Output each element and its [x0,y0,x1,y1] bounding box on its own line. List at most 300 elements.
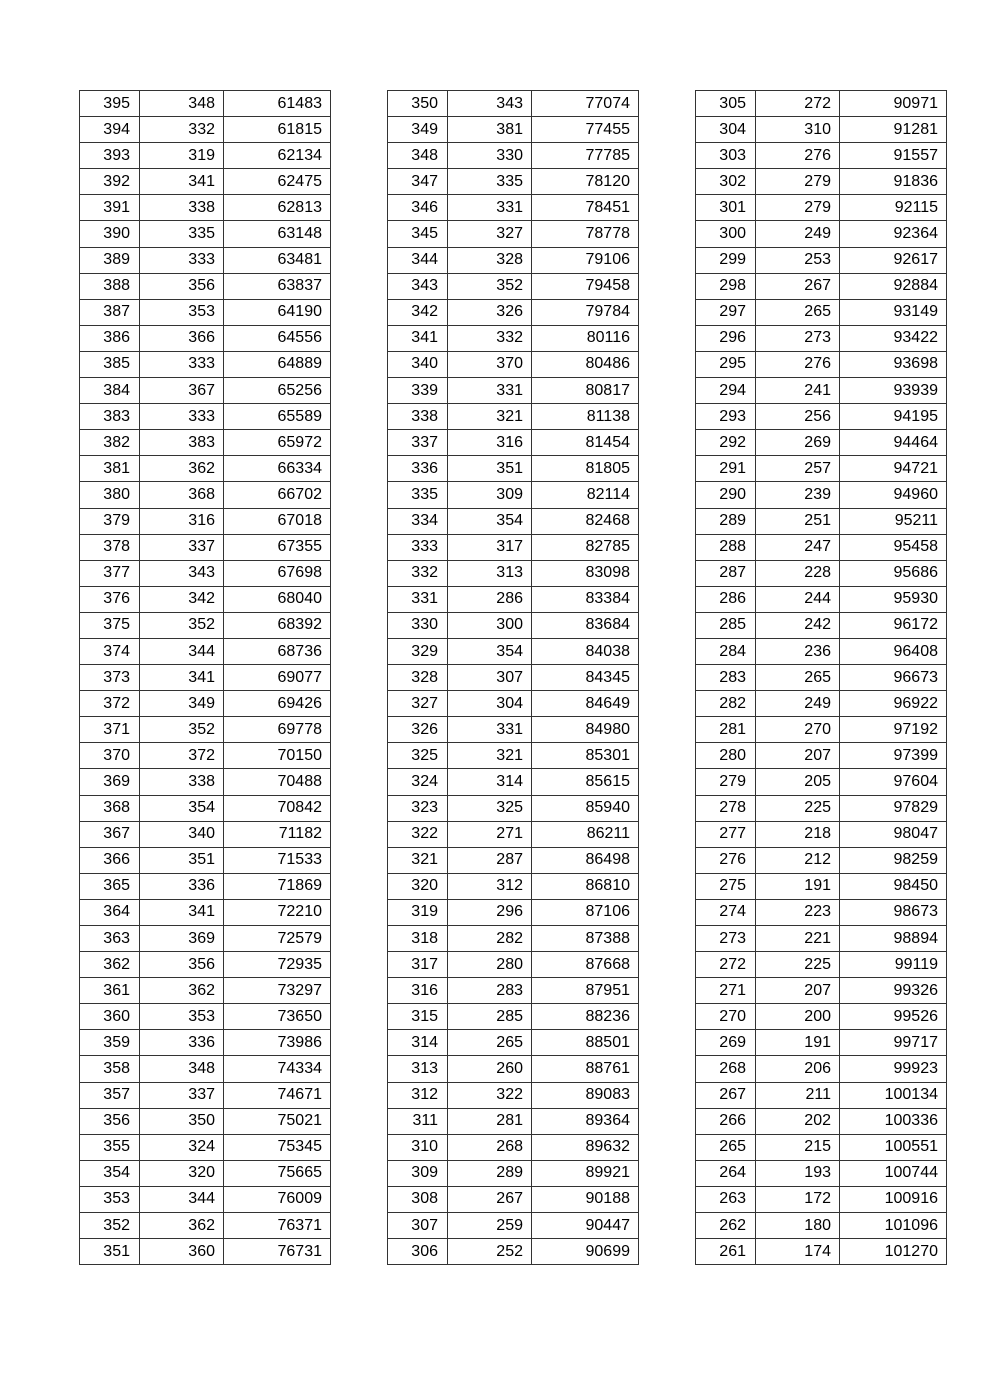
count-cell: 356 [140,273,224,299]
table-row [696,1239,947,1265]
score-cell: 289 [696,508,756,534]
table-row [80,560,331,586]
count-cell: 272 [756,91,840,117]
cumulative-cell: 68040 [224,586,331,612]
count-cell: 341 [140,169,224,195]
cumulative-cell: 83098 [532,560,639,586]
score-cell: 302 [696,169,756,195]
count-cell: 202 [756,1108,840,1134]
count-cell: 304 [448,691,532,717]
count-cell: 316 [140,508,224,534]
count-cell: 285 [448,1004,532,1030]
score-cell: 329 [388,638,448,664]
cumulative-cell: 81138 [532,404,639,430]
score-cell: 382 [80,430,140,456]
table-row [80,821,331,847]
count-cell: 242 [756,612,840,638]
table-row [388,299,639,325]
score-cell: 367 [80,821,140,847]
score-cell: 391 [80,195,140,221]
cumulative-cell: 90188 [532,1186,639,1212]
cumulative-cell: 63481 [224,247,331,273]
count-cell: 354 [448,508,532,534]
cumulative-cell: 89364 [532,1108,639,1134]
count-cell: 310 [756,117,840,143]
count-cell: 370 [448,351,532,377]
table-row [388,873,639,899]
count-cell: 352 [448,273,532,299]
score-cell: 287 [696,560,756,586]
table-row [80,117,331,143]
cumulative-cell: 75665 [224,1160,331,1186]
count-cell: 271 [448,821,532,847]
score-cell: 266 [696,1108,756,1134]
table-row [388,482,639,508]
table-row [696,1056,947,1082]
table-row [696,1134,947,1160]
cumulative-cell: 92364 [840,221,947,247]
count-cell: 221 [756,926,840,952]
count-cell: 367 [140,378,224,404]
table-row [80,926,331,952]
cumulative-cell: 98047 [840,821,947,847]
table-row [696,638,947,664]
table-row [80,795,331,821]
table-row [80,221,331,247]
cumulative-cell: 93698 [840,351,947,377]
table-row [388,273,639,299]
score-cell: 310 [388,1134,448,1160]
table-row [388,1082,639,1108]
score-cell: 343 [388,273,448,299]
score-cell: 379 [80,508,140,534]
count-cell: 336 [140,873,224,899]
score-cell: 286 [696,586,756,612]
table-row [388,926,639,952]
table-row [388,612,639,638]
cumulative-cell: 86498 [532,847,639,873]
score-cell: 387 [80,299,140,325]
count-cell: 335 [140,221,224,247]
cumulative-cell: 65589 [224,404,331,430]
count-cell: 331 [448,195,532,221]
cumulative-cell: 77074 [532,91,639,117]
table-row [388,560,639,586]
cumulative-cell: 93149 [840,299,947,325]
score-table-left [79,90,331,1265]
table-row [80,273,331,299]
cumulative-cell: 98673 [840,899,947,925]
cumulative-cell: 82785 [532,534,639,560]
count-cell: 273 [756,325,840,351]
score-cell: 290 [696,482,756,508]
score-cell: 333 [388,534,448,560]
score-cell: 344 [388,247,448,273]
count-cell: 251 [756,508,840,534]
cumulative-cell: 66334 [224,456,331,482]
score-cell: 275 [696,873,756,899]
table-row [80,351,331,377]
table-row [80,325,331,351]
table-row [388,665,639,691]
cumulative-cell: 84649 [532,691,639,717]
score-cell: 349 [388,117,448,143]
score-cell: 304 [696,117,756,143]
cumulative-cell: 96172 [840,612,947,638]
cumulative-cell: 87106 [532,899,639,925]
cumulative-cell: 100134 [840,1082,947,1108]
cumulative-cell: 84345 [532,665,639,691]
score-cell: 282 [696,691,756,717]
cumulative-cell: 63148 [224,221,331,247]
table-row [696,247,947,273]
cumulative-cell: 97192 [840,717,947,743]
count-cell: 328 [448,247,532,273]
score-cell: 345 [388,221,448,247]
count-cell: 348 [140,1056,224,1082]
table-row [80,1213,331,1239]
table-row [388,1134,639,1160]
count-cell: 356 [140,952,224,978]
cumulative-cell: 74671 [224,1082,331,1108]
table-row [80,1134,331,1160]
table-row [388,351,639,377]
count-cell: 343 [448,91,532,117]
table-row [696,1004,947,1030]
cumulative-cell: 75021 [224,1108,331,1134]
score-cell: 274 [696,899,756,925]
cumulative-cell: 89921 [532,1160,639,1186]
count-cell: 331 [448,717,532,743]
score-cell: 358 [80,1056,140,1082]
count-cell: 257 [756,456,840,482]
count-cell: 265 [756,665,840,691]
count-cell: 342 [140,586,224,612]
cumulative-cell: 74334 [224,1056,331,1082]
cumulative-cell: 88501 [532,1030,639,1056]
table-row [80,169,331,195]
count-cell: 286 [448,586,532,612]
score-cell: 269 [696,1030,756,1056]
count-cell: 282 [448,926,532,952]
table-row [388,143,639,169]
count-cell: 193 [756,1160,840,1186]
count-cell: 174 [756,1239,840,1265]
table-row [696,1108,947,1134]
score-cell: 370 [80,743,140,769]
table-row [388,821,639,847]
cumulative-cell: 61483 [224,91,331,117]
count-cell: 252 [448,1239,532,1265]
count-cell: 360 [140,1239,224,1265]
cumulative-cell: 95458 [840,534,947,560]
table-row [80,717,331,743]
count-cell: 225 [756,952,840,978]
count-cell: 343 [140,560,224,586]
score-cell: 322 [388,821,448,847]
count-cell: 350 [140,1108,224,1134]
count-cell: 341 [140,665,224,691]
table-row [696,299,947,325]
table-row [80,612,331,638]
score-cell: 372 [80,691,140,717]
cumulative-cell: 81454 [532,430,639,456]
count-cell: 372 [140,743,224,769]
count-cell: 200 [756,1004,840,1030]
cumulative-cell: 78451 [532,195,639,221]
score-cell: 281 [696,717,756,743]
cumulative-cell: 84980 [532,717,639,743]
cumulative-cell: 89083 [532,1082,639,1108]
score-cell: 296 [696,325,756,351]
cumulative-cell: 87388 [532,926,639,952]
cumulative-cell: 87668 [532,952,639,978]
table-row [80,1056,331,1082]
cumulative-cell: 97829 [840,795,947,821]
table-row [80,195,331,221]
score-cell: 315 [388,1004,448,1030]
cumulative-cell: 61815 [224,117,331,143]
score-cell: 273 [696,926,756,952]
cumulative-cell: 80116 [532,325,639,351]
table-row [80,873,331,899]
cumulative-cell: 94721 [840,456,947,482]
table-row [388,1030,639,1056]
table-row [696,117,947,143]
count-cell: 338 [140,195,224,221]
count-cell: 362 [140,456,224,482]
score-cell: 314 [388,1030,448,1056]
count-cell: 313 [448,560,532,586]
score-cell: 381 [80,456,140,482]
table-row [388,1056,639,1082]
table-row [80,638,331,664]
score-cell: 365 [80,873,140,899]
score-cell: 291 [696,456,756,482]
score-cell: 389 [80,247,140,273]
cumulative-cell: 72579 [224,926,331,952]
table-row [696,534,947,560]
table-row [80,91,331,117]
table-row [696,691,947,717]
table-row [388,795,639,821]
count-cell: 269 [756,430,840,456]
table-row [80,247,331,273]
cumulative-cell: 81805 [532,456,639,482]
score-cell: 321 [388,847,448,873]
cumulative-cell: 93422 [840,325,947,351]
count-cell: 249 [756,221,840,247]
count-cell: 211 [756,1082,840,1108]
cumulative-cell: 91557 [840,143,947,169]
table-row [696,899,947,925]
score-cell: 392 [80,169,140,195]
table-row [388,91,639,117]
cumulative-cell: 95930 [840,586,947,612]
count-cell: 312 [448,873,532,899]
table-row [696,795,947,821]
score-cell: 332 [388,560,448,586]
count-cell: 289 [448,1160,532,1186]
count-cell: 351 [140,847,224,873]
score-cell: 366 [80,847,140,873]
count-cell: 381 [448,117,532,143]
cumulative-cell: 76371 [224,1213,331,1239]
score-table-right [695,90,947,1265]
cumulative-cell: 99923 [840,1056,947,1082]
table-row [696,665,947,691]
score-cell: 270 [696,1004,756,1030]
count-cell: 344 [140,638,224,664]
score-cell: 375 [80,612,140,638]
table-row [696,273,947,299]
score-cell: 380 [80,482,140,508]
cumulative-cell: 73986 [224,1030,331,1056]
table-row [80,299,331,325]
cumulative-cell: 70488 [224,769,331,795]
score-cell: 280 [696,743,756,769]
score-cell: 346 [388,195,448,221]
cumulative-cell: 79106 [532,247,639,273]
cumulative-cell: 79784 [532,299,639,325]
table-row [696,143,947,169]
score-cell: 267 [696,1082,756,1108]
count-cell: 239 [756,482,840,508]
score-cell: 299 [696,247,756,273]
table-row [388,586,639,612]
count-cell: 321 [448,743,532,769]
count-cell: 296 [448,899,532,925]
count-cell: 362 [140,1213,224,1239]
cumulative-cell: 86211 [532,821,639,847]
score-cell: 265 [696,1134,756,1160]
count-cell: 300 [448,612,532,638]
score-cell: 326 [388,717,448,743]
cumulative-cell: 90971 [840,91,947,117]
table-row [388,508,639,534]
cumulative-cell: 87951 [532,978,639,1004]
cumulative-cell: 76009 [224,1186,331,1212]
cumulative-cell: 78120 [532,169,639,195]
cumulative-cell: 77455 [532,117,639,143]
cumulative-cell: 90699 [532,1239,639,1265]
score-cell: 316 [388,978,448,1004]
table-row [388,1213,639,1239]
count-cell: 351 [448,456,532,482]
table-row [80,978,331,1004]
score-cell: 324 [388,769,448,795]
table-row [80,899,331,925]
score-cell: 327 [388,691,448,717]
table-row [696,1186,947,1212]
table-row [388,195,639,221]
score-cell: 278 [696,795,756,821]
cumulative-cell: 69077 [224,665,331,691]
score-cell: 347 [388,169,448,195]
count-cell: 244 [756,586,840,612]
score-cell: 307 [388,1213,448,1239]
count-cell: 348 [140,91,224,117]
score-cell: 360 [80,1004,140,1030]
score-cell: 312 [388,1082,448,1108]
cumulative-cell: 70842 [224,795,331,821]
cumulative-cell: 83384 [532,586,639,612]
score-cell: 388 [80,273,140,299]
score-cell: 325 [388,743,448,769]
score-cell: 306 [388,1239,448,1265]
count-cell: 320 [140,1160,224,1186]
table-row [80,1186,331,1212]
score-cell: 354 [80,1160,140,1186]
score-cell: 383 [80,404,140,430]
cumulative-cell: 80817 [532,378,639,404]
count-cell: 319 [140,143,224,169]
score-cell: 318 [388,926,448,952]
table-row [696,821,947,847]
table-row [696,1160,947,1186]
count-cell: 287 [448,847,532,873]
cumulative-cell: 96922 [840,691,947,717]
table-row [696,169,947,195]
score-cell: 357 [80,1082,140,1108]
score-cell: 297 [696,299,756,325]
count-cell: 247 [756,534,840,560]
count-cell: 270 [756,717,840,743]
score-cell: 279 [696,769,756,795]
count-cell: 340 [140,821,224,847]
cumulative-cell: 66702 [224,482,331,508]
table-row [696,586,947,612]
score-cell: 276 [696,847,756,873]
count-cell: 383 [140,430,224,456]
cumulative-cell: 99119 [840,952,947,978]
table-row [388,638,639,664]
cumulative-cell: 97399 [840,743,947,769]
count-cell: 267 [756,273,840,299]
table-row [696,1030,947,1056]
score-cell: 337 [388,430,448,456]
table-row [80,1004,331,1030]
score-cell: 353 [80,1186,140,1212]
score-cell: 293 [696,404,756,430]
count-cell: 344 [140,1186,224,1212]
table-row [696,769,947,795]
table-row [388,717,639,743]
score-cell: 385 [80,351,140,377]
table-row [696,91,947,117]
table-row [388,404,639,430]
cumulative-cell: 68392 [224,612,331,638]
cumulative-cell: 100551 [840,1134,947,1160]
table-row [80,430,331,456]
score-cell: 271 [696,978,756,1004]
table-row [388,1186,639,1212]
count-cell: 354 [448,638,532,664]
count-cell: 267 [448,1186,532,1212]
table-row [388,743,639,769]
score-cell: 369 [80,769,140,795]
cumulative-cell: 83684 [532,612,639,638]
table-row [388,247,639,273]
score-cell: 340 [388,351,448,377]
cumulative-cell: 101096 [840,1213,947,1239]
score-cell: 268 [696,1056,756,1082]
count-cell: 337 [140,1082,224,1108]
cumulative-cell: 82468 [532,508,639,534]
score-cell: 348 [388,143,448,169]
count-cell: 223 [756,899,840,925]
count-cell: 256 [756,404,840,430]
